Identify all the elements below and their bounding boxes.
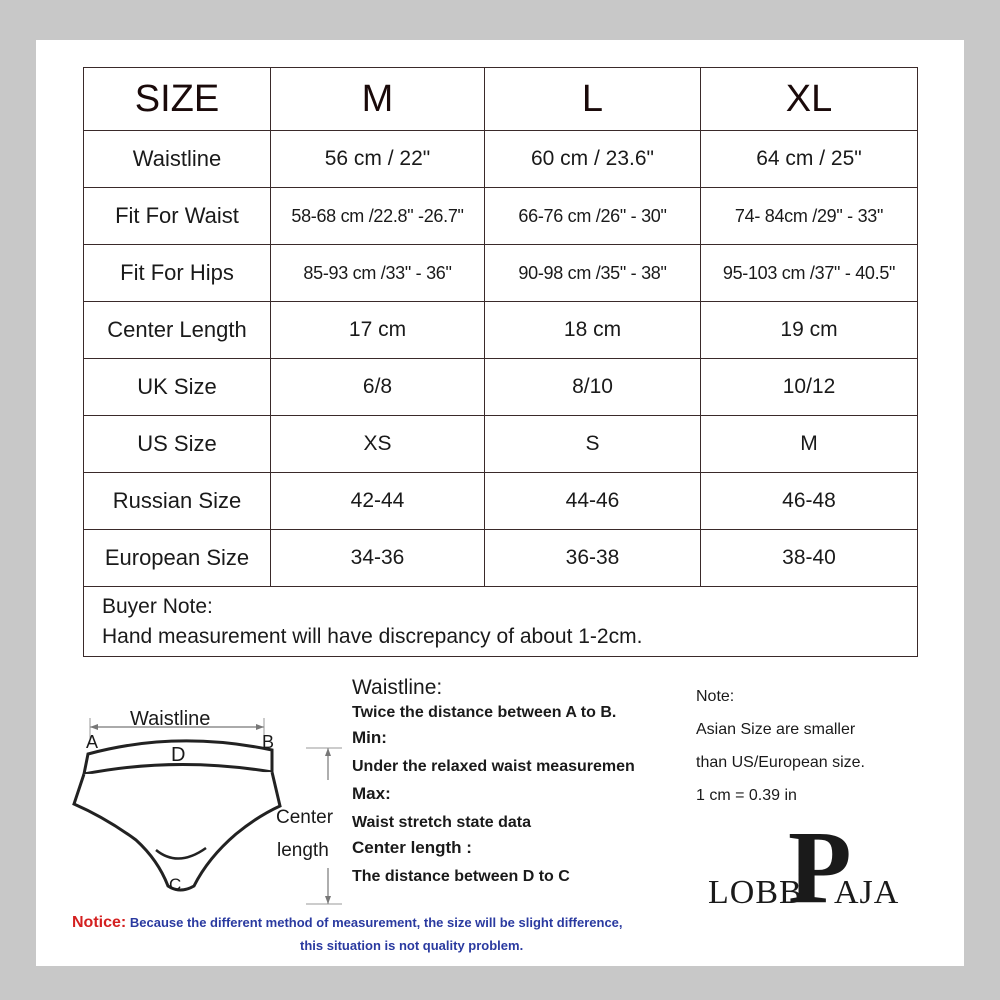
- cell-m: 42-44: [271, 473, 485, 530]
- cell-xl: 95-103 cm /37" - 40.5": [701, 245, 918, 302]
- cell-m: 6/8: [271, 359, 485, 416]
- cell-xl: 74- 84cm /29" - 33": [701, 188, 918, 245]
- table-header-row: [84, 68, 918, 131]
- buyer-note-title: Buyer Note:: [102, 594, 213, 618]
- cell-l: 90-98 cm /35" - 38": [485, 245, 701, 302]
- logo-left: LOBB: [708, 874, 803, 911]
- cell-l: 44-46: [485, 473, 701, 530]
- notice-label: Notice:: [72, 914, 127, 931]
- logo-big-letter: P: [788, 810, 852, 925]
- side-note-title: Note:: [696, 688, 735, 705]
- table-row: [84, 131, 918, 188]
- notice: [72, 914, 672, 953]
- buyer-note: [84, 587, 918, 657]
- row-label: US Size: [84, 416, 271, 473]
- explain-max-heading: Max:: [352, 784, 391, 803]
- side-note: [696, 680, 865, 812]
- cell-m: 85-93 cm /33" - 36": [271, 245, 485, 302]
- row-label: Center Length: [84, 302, 271, 359]
- measurement-explanations: [352, 672, 652, 886]
- row-label: Waistline: [84, 131, 271, 188]
- diagram-waistline-label: Waistline: [130, 708, 211, 730]
- cell-l: 66-76 cm /26" - 30": [485, 188, 701, 245]
- table-row: [84, 473, 918, 530]
- notice-text-2: this situation is not quality problem.: [300, 938, 524, 953]
- notice-text-1: Because the different method of measurement, the size will be slight difference,: [129, 915, 623, 930]
- table-row: [84, 359, 918, 416]
- size-table: [83, 67, 918, 657]
- buyer-note-text: Hand measurement will have discrepancy of about 1-2cm.: [102, 624, 643, 648]
- cell-xl: 10/12: [701, 359, 918, 416]
- header-m: M: [271, 68, 485, 131]
- cell-xl: M: [701, 416, 918, 473]
- brand-logo: [704, 810, 914, 925]
- explain-max-text: Waist stretch state data: [352, 814, 532, 831]
- table-row: [84, 245, 918, 302]
- cell-xl: 46-48: [701, 473, 918, 530]
- logo-right: AJA: [834, 874, 900, 911]
- explain-waistline-heading: Waistline:: [352, 676, 443, 699]
- cell-m: 56 cm / 22": [271, 131, 485, 188]
- buyer-note-row: [84, 587, 918, 657]
- side-note-line1: Asian Size are smaller: [696, 721, 856, 738]
- explain-min-text: Under the relaxed waist measuremen: [352, 758, 635, 775]
- table-row: [84, 302, 918, 359]
- diagram-point-b: B: [262, 732, 275, 752]
- explain-min-heading: Min:: [352, 728, 387, 747]
- cell-l: 8/10: [485, 359, 701, 416]
- cell-m: 17 cm: [271, 302, 485, 359]
- diagram-point-d: D: [171, 744, 186, 766]
- diagram-center-label: Center: [276, 807, 334, 828]
- explain-center-text: The distance between D to C: [352, 868, 570, 885]
- header-xl: XL: [701, 68, 918, 131]
- table-row: [84, 188, 918, 245]
- side-note-line2: than US/European size.: [696, 754, 865, 771]
- row-label: European Size: [84, 530, 271, 587]
- cell-m: 58-68 cm /22.8" -26.7": [271, 188, 485, 245]
- explain-center-heading: Center length :: [352, 838, 472, 857]
- diagram-point-a: A: [86, 732, 99, 752]
- header-size: SIZE: [84, 68, 271, 131]
- diagram-point-c: C: [169, 875, 182, 894]
- cell-l: 18 cm: [485, 302, 701, 359]
- cell-xl: 64 cm / 25": [701, 131, 918, 188]
- size-chart-sheet: [36, 40, 964, 966]
- diagram-length-label: length: [277, 840, 329, 861]
- row-label: UK Size: [84, 359, 271, 416]
- measurement-diagram: [66, 700, 356, 915]
- cell-m: XS: [271, 416, 485, 473]
- row-label: Fit For Waist: [84, 188, 271, 245]
- table-row: [84, 416, 918, 473]
- cell-l: S: [485, 416, 701, 473]
- header-l: L: [485, 68, 701, 131]
- table-row: [84, 530, 918, 587]
- side-note-line3: 1 cm = 0.39 in: [696, 787, 797, 804]
- row-label: Fit For Hips: [84, 245, 271, 302]
- cell-xl: 38-40: [701, 530, 918, 587]
- explain-waistline-text: Twice the distance between A to B.: [352, 704, 617, 721]
- cell-l: 60 cm / 23.6": [485, 131, 701, 188]
- cell-xl: 19 cm: [701, 302, 918, 359]
- cell-l: 36-38: [485, 530, 701, 587]
- cell-m: 34-36: [271, 530, 485, 587]
- row-label: Russian Size: [84, 473, 271, 530]
